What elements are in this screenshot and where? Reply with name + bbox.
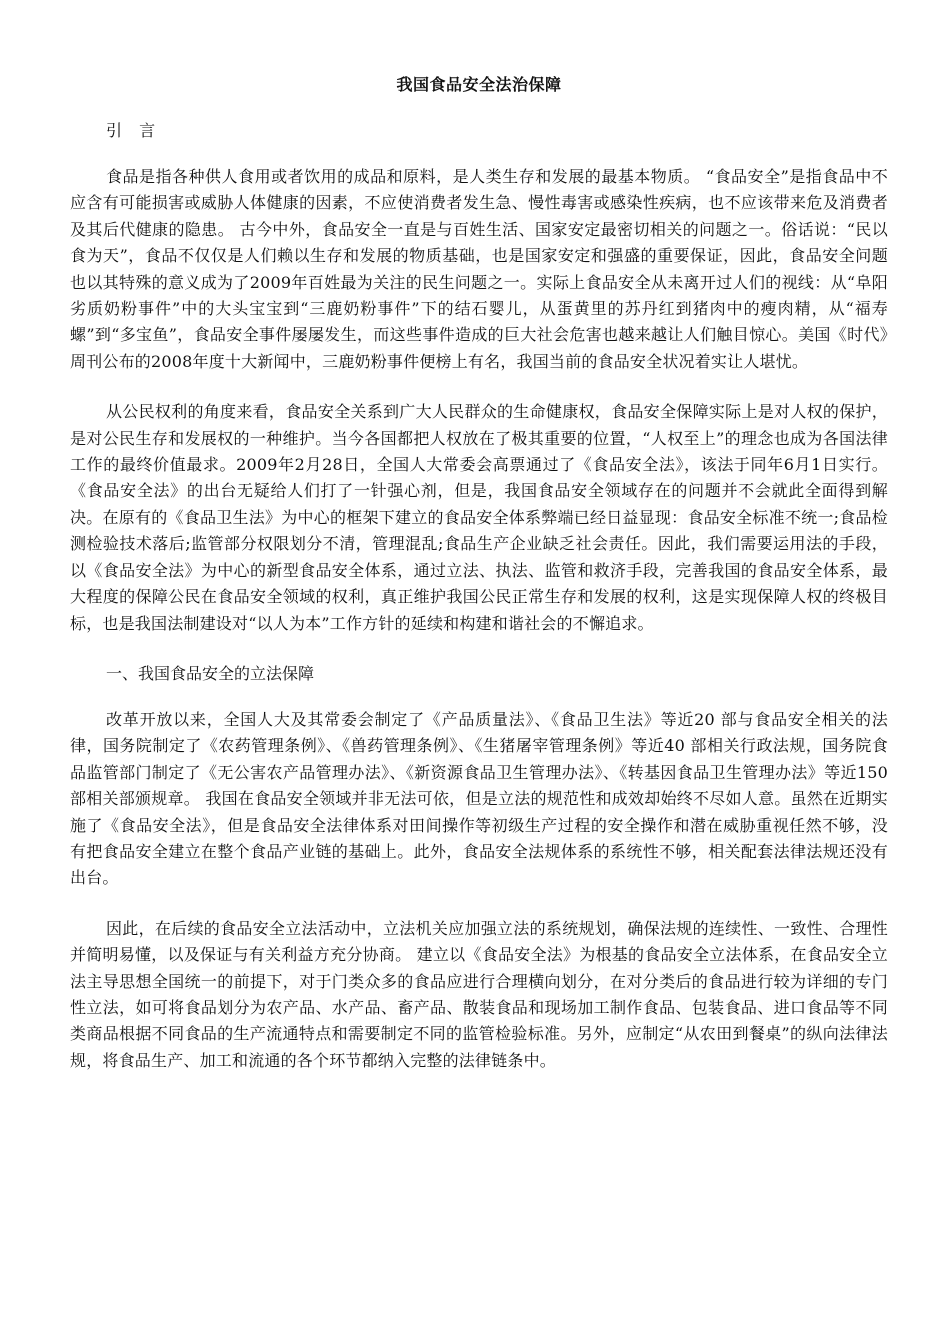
document-page	[70, 72, 888, 1098]
document-title: 我国食品安全法治保障	[396, 75, 562, 94]
intro-paragraph-2: 从公民权利的角度来看，食品安全关系到广大人民群众的生命健康权，食品安全保障实际上是对人权的保护，是对公民生存和发展权的一种维护。当今各国都把人权放在了极其重要的位置，“人权至上”的理念也成为各国法律工作的最终价值最求。2009年2月28日，全国人大常委会高票通过了《食品安全法》，该法于同年6月1日实行。《食品安全法》的出台无疑给人们打了一针强心剂，但是，我国食品安全领域存在的问题并不会就此全面得到解决。在原有的《食品卫生法》为中心的框架下建立的食品安全体系弊端已经日益显现：食品安全标准不统一;食品检测检验技术落后;监管部分权限划分不清，管理混乱;食品生产企业缺乏社会责任。因此，我们需要运用法的手段，以《食品安全法》为中心的新型食品安全体系，通过立法、执法、监管和救济手段，完善我国的食品安全体系，最大程度的保障公民在食品安全领域的权利，真正维护我国公民正常生存和发展的权利，这是实现保障人权的终极目标，也是我国法制建设对“以人为本”工作方针的延续和构建和谐社会的不懈追求。	[70, 402, 888, 633]
section-1-paragraph-2: 因此，在后续的食品安全立法活动中，立法机关应加强立法的系统规划，确保法规的连续性、一致性、合理性并简明易懂，以及保证与有关利益方充分协商。 建立以《食品安全法》为根基的食品安全立法体系，在食品安全立法主导思想全国统一的前提下，对于门类众多的食品应进行合理横向划分，在对分类后的食品进行较为详细的专门性立法，如可将食品划分为农产品、水产品、畜产品、散装食品和现场加工制作食品、包装食品、进口食品等不同类商品根据不同食品的生产流通特点和需要制定不同的监管检验标准。另外，应制定“从农田到餐桌”的纵向法律法规，将食品生产、加工和流通的各个环节都纳入完整的法律链条中。	[70, 918, 888, 1070]
section-1-heading: 一、我国食品安全的立法保障	[106, 663, 315, 683]
intro-heading: 引 言	[106, 121, 162, 140]
section-1-paragraph-1: 改革开放以来，全国人大及其常委会制定了《产品质量法》、《食品卫生法》等近20 部与食品安全相关的法律，国务院制定了《农药管理条例》、《兽药管理条例》、《生猪屠宰管理条例》等近40 部相关行政法规，国务院食品监管部门制定了《无公害农产品管理办法》、《新资源食品卫生管理办法》、《转基因食品卫生管理办法》等近150部相关部颁规章。 我国在食品安全领域并非无法可依，但是立法的规范性和成效却始终不尽如人意。虽然在近期实施了《食品安全法》，但是食品安全法律体系对田间操作等初级生产过程的安全操作和潜在威胁重视任然不够，没有把食品安全建立在整个食品产业链的基础上。此外，食品安全法规体系的系统性不够，相关配套法律法规还没有出台。	[70, 709, 888, 888]
intro-paragraph-1: 食品是指各种供人食用或者饮用的成品和原料，是人类生存和发展的最基本物质。 “食品安全”是指食品中不应含有可能损害或威胁人体健康的因素，不应使消费者发生急、慢性毒害或感染性疾病，也不应该带来危及消费者及其后代健康的隐患。 古今中外，食品安全一直是与百姓生活、国家安定最密切相关的问题之一。俗话说：“民以食为天”，食品不仅仅是人们赖以生存和发展的物质基础，也是国家安定和强盛的重要保证，因此，食品安全问题也以其特殊的意义成为了2009年百姓最为关注的民生问题之一。实际上食品安全从未离开过人们的视线：从“阜阳劣质奶粉事件”中的大头宝宝到“三鹿奶粉事件”下的结石婴儿，从蛋黄里的苏丹红到猪肉中的瘦肉精，从“福寿螺”到“多宝鱼”，食品安全事件屡屡发生，而这些事件造成的巨大社会危害也越来越让人们触目惊心。美国《时代》周刊公布的2008年度十大新闻中，三鹿奶粉事件便榜上有名，我国当前的食品安全状况着实让人堪忧。	[70, 167, 888, 371]
